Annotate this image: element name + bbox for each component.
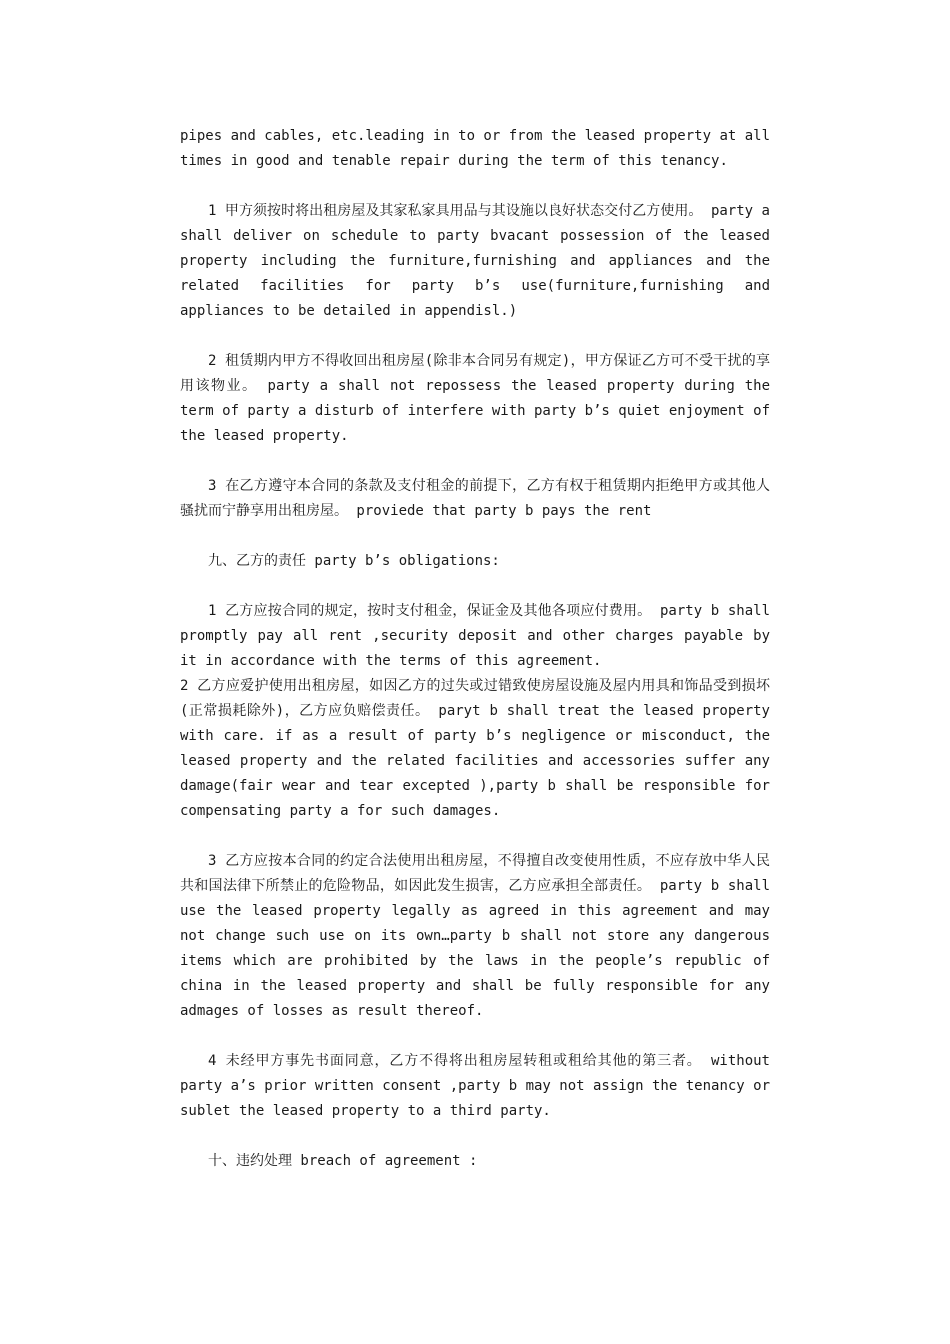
paragraph-party-b-legal-use: 3 乙方应按本合同的约定合法使用出租房屋，不得擅自改变使用性质，不应存放中华人民共和国法律下所禁止的危险物品，如因此发生损害，乙方应承担全部责任。 party b shall use the leased property legally as agreed in this agreement and may not change such use on its own…party b shall not store any dangerous items which are prohibited by the laws in the people’s republic of china in the leased property and shall be fully responsible for any admages of losses as result thereof.: [180, 853, 770, 1019]
paragraph-party-b-care: 2 乙方应爱护使用出租房屋，如因乙方的过失或过错致使房屋设施及屋内用具和饰品受到损坏(正常损耗除外)，乙方应负赔偿责任。 paryt b shall treat the leased property with care. if as a result of party b’s negligence or misconduct, the leased property and the related facilities and accessories suffer any damage(fair wear and tear excepted ),party b shall be responsible for compensating party a for such damages.: [180, 678, 770, 819]
paragraph-party-a-deliver: 1 甲方须按时将出租房屋及其家私家具用品与其设施以良好状态交付乙方使用。 party a shall deliver on schedule to party bvacant possession of the leased property including the furniture,furnishing and appliances and the related facilities for party b’s use(furniture,furnishing and appliances to be detailed in appendisl.): [180, 203, 770, 319]
paragraph-party-a-no-repossess: 2 租赁期内甲方不得收回出租房屋(除非本合同另有规定)，甲方保证乙方可不受干扰的享用该物业。 party a shall not repossess the leased property during the term of party a disturb of interfere with party b’s quiet enjoyment of the leased property.: [180, 353, 771, 444]
paragraph-quiet-enjoyment: 3 在乙方遵守本合同的条款及支付租金的前提下，乙方有权于租赁期内拒绝甲方或其他人骚扰而宁静享用出租房屋。 proviede that party b pays the rent: [180, 478, 770, 519]
paragraph-repair-obligation: pipes and cables, etc.leading in to or from the leased property at all times in good and tenable repair during the term of this tenancy.: [180, 128, 771, 169]
paragraph-party-b-pay-rent: 1 乙方应按合同的规定，按时支付租金，保证金及其他各项应付费用。 party b shall promptly pay all rent ,security deposit and other charges payable by it in accordance with the terms of this agreement.: [180, 603, 770, 669]
paragraph-party-b-no-sublet: 4 未经甲方事先书面同意，乙方不得将出租房屋转租或租给其他的第三者。 without party a’s prior written consent ,party b may not assign the tenancy or sublet the leased property to a third party.: [180, 1053, 771, 1119]
section-heading-breach: 十、违约处理 breach of agreement :: [208, 1153, 478, 1169]
section-heading-party-b-obligations: 九、乙方的责任 party b’s obligations:: [208, 553, 500, 569]
document-page: [180, 124, 770, 1199]
